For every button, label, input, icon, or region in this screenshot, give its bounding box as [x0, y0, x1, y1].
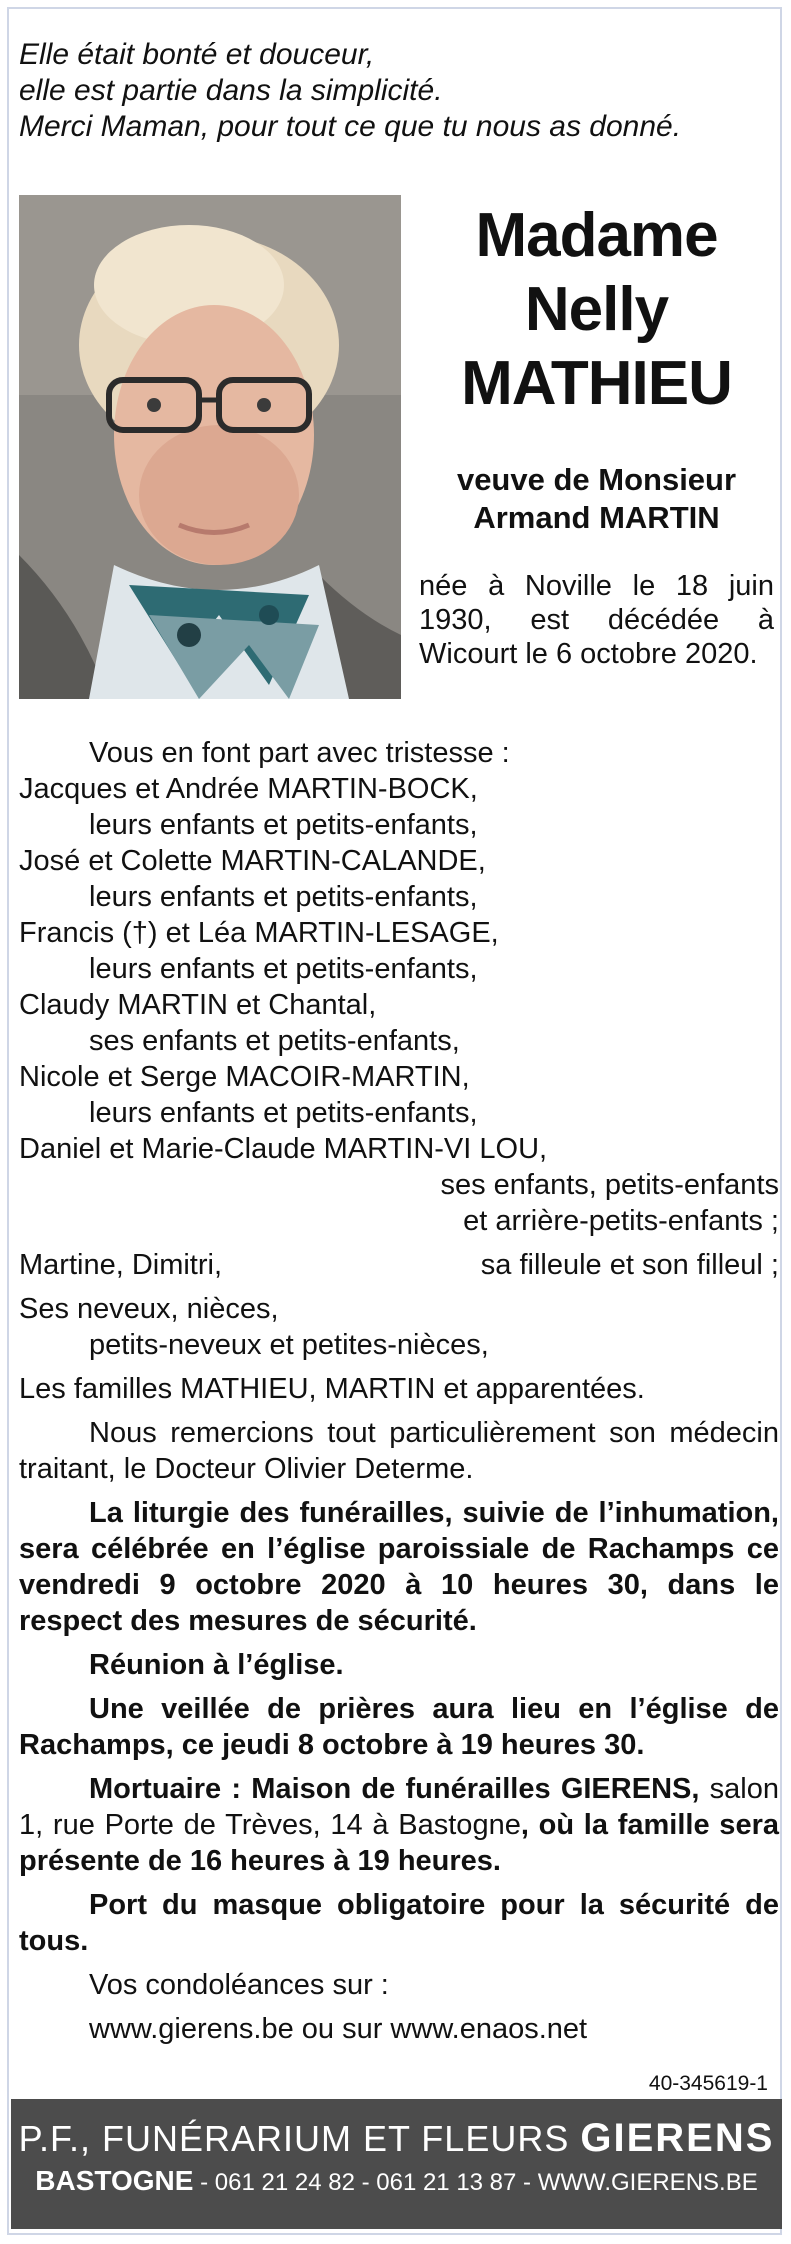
family-desc: ses enfants, petits-enfants — [440, 1169, 779, 1201]
godchildren-desc: sa filleule et son filleul ; — [480, 1249, 779, 1281]
funeral-home-brand: GIERENS — [580, 2116, 775, 2160]
family-name: José et Colette MARTIN-CALANDE, — [19, 845, 486, 877]
funeral-home-contacts — [11, 2164, 782, 2200]
family-name: Nicole et Serge MACOIR-MARTIN, — [19, 1061, 470, 1093]
family-desc: leurs enfants et petits-enfants, — [89, 881, 478, 913]
mortuary-address: salon 1, rue Porte de Trèves, 14 à Bastogne — [19, 1773, 779, 1841]
portrait-photo — [19, 195, 401, 699]
funeral-home-title — [11, 2113, 782, 2164]
quote-line: Elle était bonté et douceur, — [19, 38, 375, 71]
funeral-home-prefix: P.F., FUNÉRARIUM ET FLEURS — [18, 2118, 570, 2159]
funeral-home-city: BASTOGNE — [35, 2165, 194, 2196]
family-name: Daniel et Marie-Claude MARTIN-VI LOU, — [19, 1133, 548, 1165]
name-first: Nelly — [524, 275, 669, 344]
vigil-paragraph: Une veillée de prières aura lieu en l’église de Rachamps, ce jeudi 8 octobre à 19 heures 30. — [19, 1693, 779, 1761]
deceased-name — [419, 199, 774, 421]
obituary-notice — [7, 7, 782, 2235]
condolences-links[interactable]: www.gierens.be ou sur www.enaos.net — [89, 2013, 588, 2045]
condolences-line: Vos condoléances sur : — [89, 1969, 389, 2001]
godchildren-names: Martine, Dimitri, — [19, 1249, 223, 1281]
family-desc: et arrière-petits-enfants ; — [463, 1205, 779, 1237]
mask-paragraph: Port du masque obligatoire pour la sécurité de tous. — [19, 1889, 779, 1957]
widow-line: veuve de Monsieur — [456, 462, 737, 497]
quote-line: Merci Maman, pour tout ce que tu nous as donné. — [19, 110, 682, 143]
families-line: Les familles MATHIEU, MARTIN et apparentées. — [19, 1373, 645, 1405]
widow-of — [419, 461, 774, 537]
widow-line: Armand MARTIN — [473, 500, 720, 535]
funeral-home-banner — [11, 2099, 782, 2229]
announcement: Vous en font part avec tristesse : — [89, 737, 510, 769]
nephews-line: Ses neveux, nièces, — [19, 1293, 279, 1325]
name-title: Madame — [475, 201, 718, 270]
mortuary-family: , où la famille sera présente de 16 heures à 19 heures. — [19, 1809, 779, 1877]
family-name: Francis (†) et Léa MARTIN-LESAGE, — [19, 917, 499, 949]
thanks-paragraph: Nous remercions tout particulièrement son médecin traitant, le Docteur Olivier Determe. — [19, 1417, 779, 1485]
family-desc: ses enfants et petits-enfants, — [89, 1025, 460, 1057]
family-desc: leurs enfants et petits-enfants, — [89, 1097, 478, 1129]
family-name: Jacques et Andrée MARTIN-BOCK, — [19, 773, 478, 805]
notice-body — [19, 735, 779, 2047]
meeting-paragraph: Réunion à l’église. — [89, 1649, 344, 1681]
godchildren-row — [19, 1247, 779, 1283]
family-name: Claudy MARTIN et Chantal, — [19, 989, 377, 1021]
mortuary-paragraph — [19, 1771, 779, 1879]
liturgy-paragraph: La liturgie des funérailles, suivie de l’inhumation, sera célébrée en l’église paroissiale de Rachamps ce vendredi 9 octobre 2020 à 10 heures 30, dans le respect des mesures de sécurité. — [19, 1497, 779, 1637]
birth-death-text: née à Noville le 18 juin 1930, est décédée à Wicourt le 6 octobre 2020. — [419, 570, 774, 670]
quote-line: elle est partie dans la simplicité. — [19, 74, 443, 107]
family-desc: leurs enfants et petits-enfants, — [89, 809, 478, 841]
reference-number: 40-345619-1 — [648, 2072, 768, 2095]
funeral-home-phones[interactable]: - 061 21 24 82 - 061 21 13 87 - WWW.GIERENS.BE — [193, 2169, 758, 2196]
name-last: MATHIEU — [461, 349, 732, 418]
memorial-quote — [19, 37, 779, 145]
mortuary-label: Mortuaire : Maison de funérailles GIERENS, — [89, 1773, 700, 1805]
nephews-desc: petits-neveux et petites-nièces, — [89, 1329, 489, 1361]
family-desc: leurs enfants et petits-enfants, — [89, 953, 478, 985]
